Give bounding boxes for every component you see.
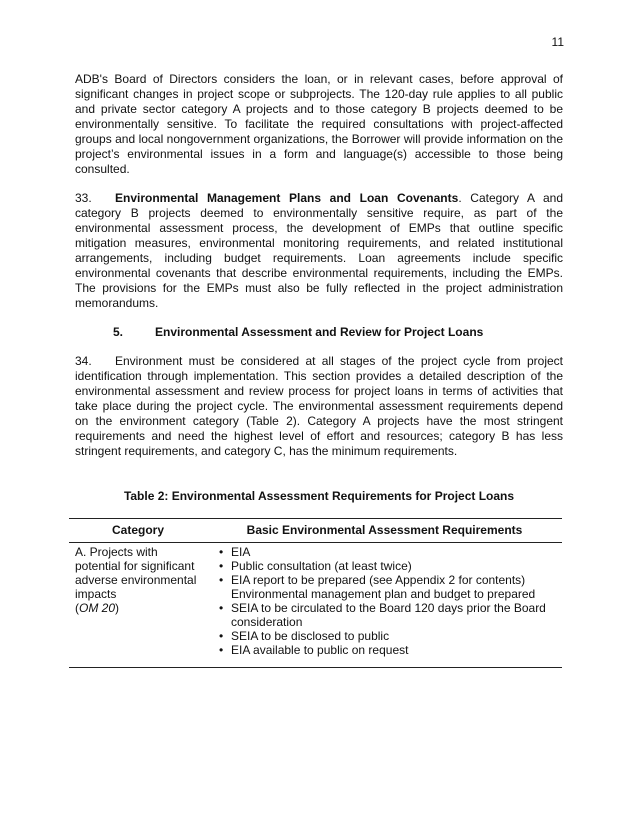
category-ref-close: )	[115, 601, 120, 615]
list-item: • EIA available to public on request	[219, 643, 558, 657]
paragraph-33	[75, 191, 563, 311]
paragraph-number: 33.	[75, 191, 92, 205]
paragraph-number: 34.	[75, 354, 92, 368]
category-ref: OM 20	[79, 601, 116, 615]
page-number: 11	[551, 35, 564, 49]
requirements-cell	[207, 543, 562, 668]
list-item: • EIA	[219, 545, 558, 559]
column-header-requirements: Basic Environmental Assessment Requirements	[207, 519, 562, 543]
paragraph-text: . Category A and category B projects deemed to environmentally sensitive require, as part of the environmental assessment process, the development of EMPs that outline specific mitigation measures, environmental monitoring requirements, and related institutional arrangements, including budget requirements. Loan agreements include specific environmental covenants that describe environmental requirements, including the EMPs. The provisions for the EMPs must also be fully reflected in the project administration memorandums.	[75, 191, 563, 310]
list-item: • Public consultation (at least twice)	[219, 559, 558, 573]
paragraph-text: Environment must be considered at all stages of the project cycle from project identification through implementation. This section provides a detailed description of the environmental assessment and review process for project loans in terms of activities that take place during the project cycle. The environmental assessment requirements depend on the environment category (Table 2). Category A projects have the most stringent requirements and need the highest level of effort and resources; category B has less stringent requirements, and category C, has the minimum requirements.	[75, 354, 563, 458]
list-item: • SEIA to be disclosed to public	[219, 629, 558, 643]
list-item: • SEIA to be circulated to the Board 120 days prior the Board consideration	[219, 601, 558, 629]
section-heading	[75, 325, 563, 340]
section-title: Environmental Assessment and Review for Project Loans	[155, 325, 484, 339]
requirements-table	[69, 518, 562, 668]
list-item: • EIA report to be prepared (see Appendix 2 for contents) Environmental management plan and budget to prepared	[219, 573, 558, 601]
category-text: A. Projects with potential for significant adverse environmental impacts	[75, 545, 197, 601]
category-cell	[69, 543, 207, 668]
category-ref-open: (	[75, 601, 79, 615]
section-number: 5.	[113, 325, 124, 339]
paragraph-34	[75, 354, 563, 459]
continuation-paragraph: ADB's Board of Directors considers the loan, or in relevant cases, before approval of significant changes in project scope or subprojects. The 120-day rule applies to all public and private sector category A projects and to those category B projects deemed to be environmentally sensitive. To facilitate the required consultations with project-affected groups and local nongovernment organizations, the Borrower will provide information on the project’s environmental issues in a form and language(s) accessible to those being consulted.	[75, 72, 563, 176]
paragraph-title: Environmental Management Plans and Loan Covenants	[115, 191, 459, 205]
column-header-category: Category	[69, 519, 207, 543]
table-title: Table 2: Environmental Assessment Requirements for Project Loans	[123, 489, 515, 503]
page-content	[75, 72, 563, 668]
table-row	[69, 543, 562, 668]
table-header-row	[69, 519, 562, 543]
requirements-list	[211, 545, 558, 657]
